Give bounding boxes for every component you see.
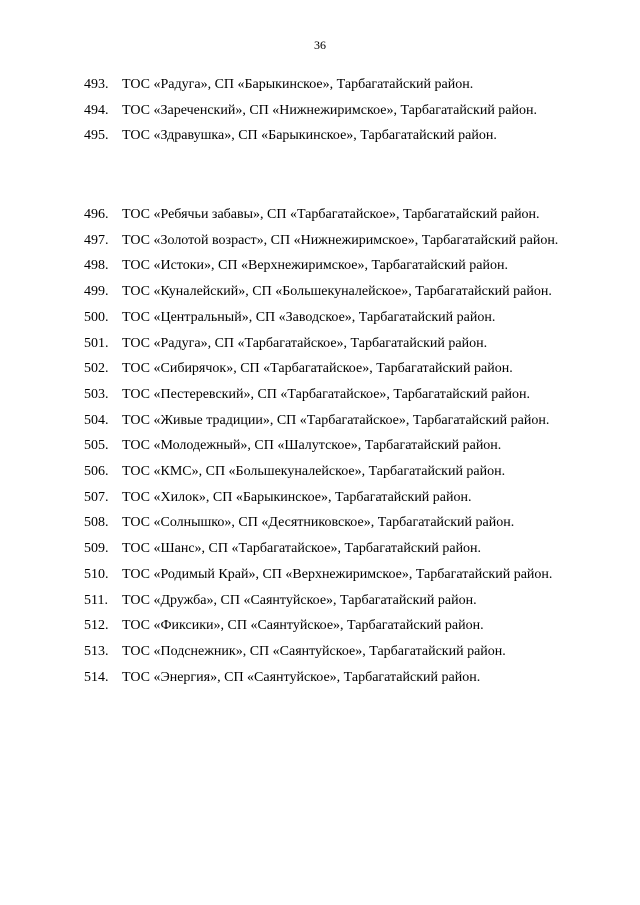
item-number: 513. — [84, 643, 109, 659]
list-item — [84, 356, 564, 382]
list-item — [84, 588, 564, 614]
item-text: ТОС «Энергия», СП «Саянтуйское», Тарбагатайский район. — [122, 669, 481, 685]
list-item — [84, 485, 564, 511]
item-number: 502. — [84, 361, 109, 377]
item-text: ТОС «Дружба», СП «Саянтуйское», Тарбагатайский район. — [122, 592, 477, 608]
item-number: 495. — [84, 128, 109, 144]
item-number: 496. — [84, 207, 109, 222]
item-text: ТОС «Куналейский», СП «Большекуналейское», Тарбагатайский район. — [122, 284, 552, 300]
item-text: ТОС «Шанс», СП «Тарбагатайское», Тарбагатайский район. — [122, 541, 482, 557]
list-item — [84, 253, 564, 279]
item-number: 510. — [84, 566, 109, 582]
item-number: 499. — [84, 284, 109, 300]
list-item — [84, 459, 564, 485]
list-item — [84, 613, 564, 639]
list-item — [84, 562, 564, 588]
item-text: ТОС «Хилок», СП «Барыкинское», Тарбагатайский район. — [122, 489, 472, 505]
list-item — [84, 665, 564, 691]
item-text: ТОС «КМС», СП «Большекуналейское», Тарбагатайский район. — [122, 464, 506, 480]
list-item — [84, 98, 564, 124]
list-item — [84, 202, 564, 228]
item-text: ТОС «Радуга», СП «Барыкинское», Тарбагатайский район. — [122, 77, 474, 92]
list-item — [84, 331, 564, 357]
list-item — [84, 510, 564, 536]
list-item — [84, 228, 564, 254]
item-number: 504. — [84, 412, 109, 428]
item-text: ТОС «Радуга», СП «Тарбагатайское», Тарбагатайский район. — [122, 335, 488, 351]
item-number: 506. — [84, 464, 109, 480]
item-text: ТОС «Центральный», СП «Заводское», Тарбагатайский район. — [122, 309, 496, 325]
item-number: 505. — [84, 438, 109, 454]
item-number: 503. — [84, 386, 109, 402]
item-text: ТОС «Молодежный», СП «Шалутское», Тарбагатайский район. — [122, 438, 502, 454]
list-group-2 — [84, 202, 564, 690]
list-item — [84, 433, 564, 459]
list-item — [84, 72, 564, 98]
item-number: 494. — [84, 102, 109, 118]
item-number: 501. — [84, 335, 109, 351]
item-text: ТОС «Фиксики», СП «Саянтуйское», Тарбагатайский район. — [122, 618, 484, 634]
item-text: ТОС «Сибирячок», СП «Тарбагатайское», Тарбагатайский район. — [122, 361, 513, 377]
item-number: 500. — [84, 309, 109, 325]
list-item — [84, 408, 564, 434]
item-number: 508. — [84, 515, 109, 531]
item-number: 507. — [84, 489, 109, 505]
item-number: 497. — [84, 232, 109, 248]
item-text: ТОС «Пестеревский», СП «Тарбагатайское», Тарбагатайский район. — [122, 386, 530, 402]
item-number: 514. — [84, 669, 109, 685]
list-item — [84, 382, 564, 408]
item-text: ТОС «Подснежник», СП «Саянтуйское», Тарбагатайский район. — [122, 643, 506, 659]
list-item — [84, 279, 564, 305]
item-number: 511. — [84, 592, 108, 608]
list-item — [84, 305, 564, 331]
item-number: 493. — [84, 77, 109, 92]
item-text: ТОС «Зареченский», СП «Нижнежиримское», Тарбагатайский район. — [122, 102, 538, 118]
item-text: ТОС «Золотой возраст», СП «Нижнежиримское», Тарбагатайский район. — [122, 232, 559, 248]
list-item — [84, 536, 564, 562]
item-text: ТОС «Здравушка», СП «Барыкинское», Тарбагатайский район. — [122, 128, 497, 144]
list-item — [84, 123, 564, 149]
list-group-1 — [84, 72, 564, 149]
item-text: ТОС «Родимый Край», СП «Верхнежиримское», Тарбагатайский район. — [122, 566, 553, 582]
item-text: ТОС «Живые традиции», СП «Тарбагатайское», Тарбагатайский район. — [122, 412, 550, 428]
item-text: ТОС «Солнышко», СП «Десятниковское», Тарбагатайский район. — [122, 515, 515, 531]
item-text: ТОС «Истоки», СП «Верхнежиримское», Тарбагатайский район. — [122, 258, 508, 274]
page-number: 36 — [314, 38, 326, 52]
list-item — [84, 639, 564, 665]
item-text: ТОС «Ребячьи забавы», СП «Тарбагатайское», Тарбагатайский район. — [122, 207, 540, 222]
item-number: 512. — [84, 618, 109, 634]
item-number: 509. — [84, 541, 109, 557]
item-number: 498. — [84, 258, 109, 274]
